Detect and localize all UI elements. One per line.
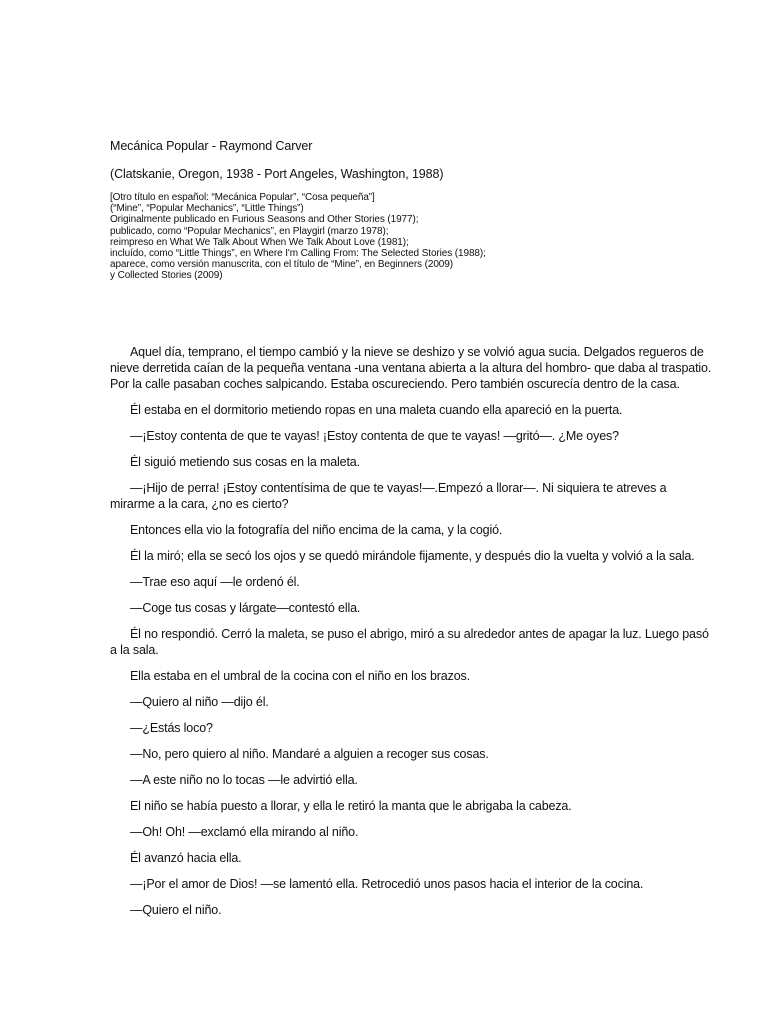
author-dates: (Clatskanie, Oregon, 1938 - Port Angeles, Washington, 1988) [110, 167, 444, 181]
note-line: reimpreso en What We Talk About When We Talk About Love (1981); [110, 236, 409, 248]
note-line: publicado, como “Popular Mechanics”, en Playgirl (marzo 1978); [110, 225, 389, 237]
note-line: (“Mine”, “Popular Mechanics”, “Little Things”) [110, 203, 304, 215]
paragraph: Él no respondió. Cerró la maleta, se puso el abrigo, miró a su alrededor antes de apagar la luz. Luego pasó a la sala. [110, 627, 709, 657]
paragraph: —Quiero al niño —dijo él. [130, 695, 269, 709]
document-title: Mecánica Popular - Raymond Carver [110, 139, 313, 153]
paragraph: Ella estaba en el umbral de la cocina con el niño en los brazos. [130, 669, 470, 683]
paragraph: —A este niño no lo tocas —le advirtió ella. [130, 773, 358, 787]
note-line: y Collected Stories (2009) [110, 270, 223, 282]
document-header [110, 138, 730, 282]
paragraph: —¡Estoy contenta de que te vayas! ¡Estoy contenta de que te vayas! —gritó—. ¿Me oyes? [130, 429, 619, 443]
paragraph: —Quiero el niño. [130, 903, 222, 917]
note-line: [Otro título en español: “Mecánica Popular”, “Cosa pequeña”] [110, 192, 375, 203]
paragraph: Él siguió metiendo sus cosas en la maleta. [130, 455, 360, 469]
paragraph: —¡Hijo de perra! ¡Estoy contentísima de que te vayas!—.Empezó a llorar—. Ni siquiera te atreves a mirarme a la cara, ¿no es cierto? [110, 481, 667, 511]
paragraph: —Oh! Oh! —exclamó ella mirando al niño. [130, 825, 359, 839]
paragraph: —¡Por el amor de Dios! —se lamentó ella. Retrocedió unos pasos hacia el interior de la cocina. [130, 877, 644, 891]
paragraph: Aquel día, temprano, el tiempo cambió y la nieve se deshizo y se volvió agua sucia. Delgados regueros de nieve derretida caían de la pequeña ventana -una ventana abierta a la altura del hombro- que daba al traspatio. Por la calle pasaban coches salpicando. Estaba oscureciendo. Pero también oscurecía dentro de la casa. [110, 345, 712, 391]
note-line: aparece, como versión manuscrita, con el título de “Mine”, en Beginners (2009) [110, 259, 453, 271]
story-text [110, 344, 714, 928]
paragraph: —Trae eso aquí —le ordenó él. [130, 575, 300, 589]
paragraph: El niño se había puesto a llorar, y ella le retiró la manta que le abrigaba la cabeza. [130, 799, 572, 813]
paragraph: —No, pero quiero al niño. Mandaré a alguien a recoger sus cosas. [130, 747, 489, 761]
publication-notes [110, 192, 730, 282]
note-line: Originalmente publicado en Furious Seasons and Other Stories (1977); [110, 214, 419, 226]
paragraph: Entonces ella vio la fotografía del niño encima de la cama, y la cogió. [130, 523, 503, 537]
paragraph: Él estaba en el dormitorio metiendo ropas en una maleta cuando ella apareció en la puerta. [130, 403, 623, 417]
note-line: incluído, como “Little Things”, en Where I'm Calling From: The Selected Stories (1988); [110, 248, 486, 260]
paragraph: Él la miró; ella se secó los ojos y se quedó mirándole fijamente, y después dio la vuelta y volvió a la sala. [130, 549, 695, 563]
paragraph: —¿Estás loco? [130, 721, 213, 735]
paragraph: —Coge tus cosas y lárgate—contestó ella. [130, 601, 361, 615]
paragraph: Él avanzó hacia ella. [130, 851, 242, 865]
